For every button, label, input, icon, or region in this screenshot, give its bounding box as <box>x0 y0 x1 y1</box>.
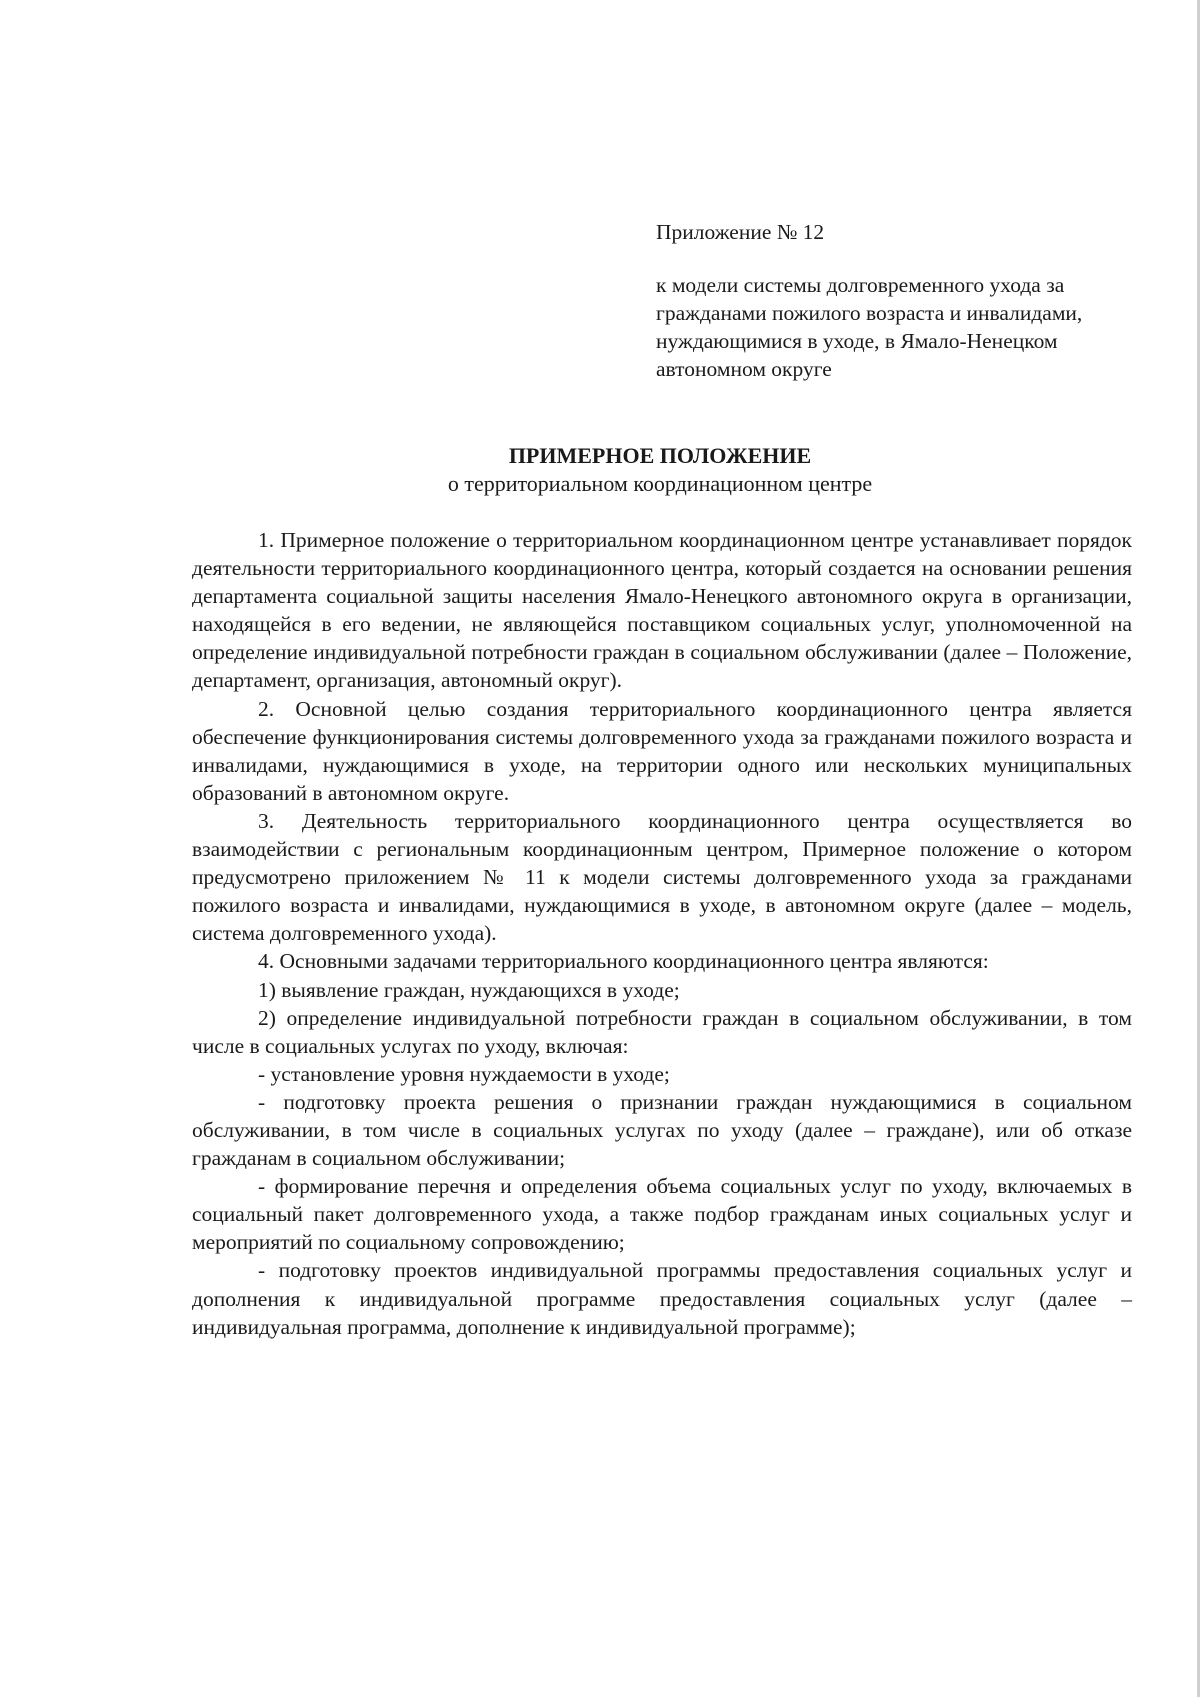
paragraph-2: 2. Основной целью создания территориального координационного центра является обеспечение функционирования системы долговременного ухода за гражданами пожилого возраста и инвалидами, нуждающимися в уходе, на территории одного или нескольких муниципальных образований в автономном округе. <box>192 696 1132 805</box>
task-item-1: 1) выявление граждан, нуждающихся в уходе; <box>258 977 680 1002</box>
paragraph-4: 4. Основными задачами территориального координационного центра являются: <box>258 949 989 974</box>
paragraph-1: 1. Примерное положение о территориальном координационном центре устанавливает порядок деятельности территориального координационного центра, который создается на основании решения департамента социальной защиты населения Ямало-Ненецкого автономного округа в организации, находящейся в его ведении, не являющейся поставщиком социальных услуг, уполномоченной на определение индивидуальной потребности граждан в социальном обслуживании (далее – Положение, департамент, организация, автономный округ). <box>192 528 1132 693</box>
document-title: ПРИМЕРНОЕ ПОЛОЖЕНИЕ <box>508 443 812 468</box>
paragraph-3: 3. Деятельность территориального координационного центра осуществляется во взаимодействии с региональным координационным центром, Примерное положение о котором предусмотрено приложением № 11 к модели системы долговременного ухода за гражданами пожилого возраста и инвалидами, нуждающимися в уходе, в автономном округе (далее – модель, система долговременного ухода). <box>192 808 1132 946</box>
document-heading <box>190 442 1130 498</box>
subtask-item-2: - подготовку проекта решения о признании граждан нуждающимися в социальном обслуживании, в том числе в социальных услугах по уходу (далее – граждане), или об отказе гражданам в социальном обслуживании; <box>192 1089 1132 1171</box>
annex-number: Приложение № 12 <box>656 220 825 244</box>
subtask-item-4: - подготовку проектов индивидуальной программы предоставления социальных услуг и дополнения к индивидуальной программе предоставления социальных услуг (далее – индивидуальная программа, дополнение к индивидуальной программе); <box>192 1258 1132 1339</box>
annex-reference: к модели системы долговременного ухода за гражданами пожилого возраста и инвалидами, нуждающимися в уходе, в Ямало-Ненецком автономном округе <box>656 273 1083 381</box>
task-item-2: 2) определение индивидуальной потребности граждан в социальном обслуживании, в том числе в социальных услугах по уходу, включая: <box>192 1005 1132 1058</box>
document-body <box>192 526 1132 1341</box>
subtask-item-1: - установление уровня нуждаемости в уходе; <box>258 1061 670 1086</box>
subtask-item-3: - формирование перечня и определения объема социальных услуг по уходу, включаемых в социальный пакет долговременного ухода, а также подбор гражданам иных социальных услуг и мероприятий по социальному сопровождению; <box>192 1174 1132 1255</box>
document-subtitle: о территориальном координационном центре <box>447 471 873 496</box>
annex-block <box>656 218 1126 383</box>
